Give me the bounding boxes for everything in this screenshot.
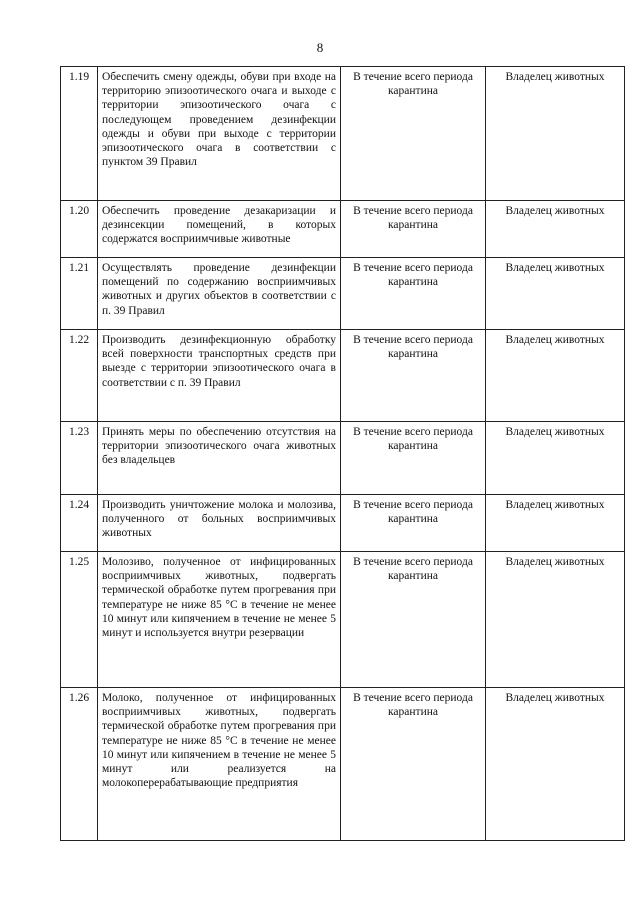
quarantine-measures-table bbox=[60, 66, 625, 841]
responsible-cell: Владелец животных bbox=[486, 258, 625, 330]
row-number: 1.22 bbox=[61, 330, 98, 422]
row-number: 1.20 bbox=[61, 201, 98, 258]
term-cell: В течение всего периода карантина bbox=[341, 67, 486, 201]
measure-text: Молоко, полученное от инфицированных восприимчивых животных, подвергать термической обработке путем прогревания при температуре не ниже 85 °С в течение не менее 10 минут или кипячением в течение не менее 5 минут или реализуется на молокоперерабатывающие предприятия bbox=[98, 688, 341, 841]
measure-text: Молозиво, полученное от инфицированных восприимчивых животных, подвергать термической обработке путем прогревания при температуре не ниже 85 °С в течение не менее 10 минут или кипячением в течение не менее 5 минут и используется внутри резервации bbox=[98, 552, 341, 688]
measure-text: Производить дезинфекционную обработку всей поверхности транспортных средств при выезде с территории эпизоотического очага в соответствии с п. 39 Правил bbox=[98, 330, 341, 422]
page-number: 8 bbox=[316, 40, 324, 55]
measure-text: Принять меры по обеспечению отсутствия на территории эпизоотического очага животных без владельцев bbox=[98, 422, 341, 495]
measure-text: Осуществлять проведение дезинфекции помещений по содержанию восприимчивых животных и других объектов в соответствии с п. 39 Правил bbox=[98, 258, 341, 330]
term-cell: В течение всего периода карантина bbox=[341, 552, 486, 688]
row-number: 1.23 bbox=[61, 422, 98, 495]
row-number: 1.24 bbox=[61, 495, 98, 552]
term-cell: В течение всего периода карантина bbox=[341, 258, 486, 330]
table-row bbox=[61, 258, 625, 330]
responsible-cell: Владелец животных bbox=[486, 422, 625, 495]
table-row bbox=[61, 330, 625, 422]
measure-text: Обеспечить проведение дезакаризации и дезинсекции помещений, в которых содержатся восприимчивые животные bbox=[98, 201, 341, 258]
responsible-cell: Владелец животных bbox=[486, 330, 625, 422]
responsible-cell: Владелец животных bbox=[486, 495, 625, 552]
term-cell: В течение всего периода карантина bbox=[341, 688, 486, 841]
table-row bbox=[61, 552, 625, 688]
row-number: 1.26 bbox=[61, 688, 98, 841]
row-number: 1.21 bbox=[61, 258, 98, 330]
table-row bbox=[61, 201, 625, 258]
table-row bbox=[61, 688, 625, 841]
row-number: 1.25 bbox=[61, 552, 98, 688]
measure-text: Обеспечить смену одежды, обуви при входе на территорию эпизоотического очага и выходе с территории эпизоотического очага с последующем проведением дезинфекции одежды и обуви при выходе с территории эпизоотического очага в соответствии с пунктом 39 Правил bbox=[98, 67, 341, 201]
table-row bbox=[61, 67, 625, 201]
responsible-cell: Владелец животных bbox=[486, 201, 625, 258]
term-cell: В течение всего периода карантина bbox=[341, 330, 486, 422]
responsible-cell: Владелец животных bbox=[486, 552, 625, 688]
table-row bbox=[61, 422, 625, 495]
responsible-cell: Владелец животных bbox=[486, 688, 625, 841]
term-cell: В течение всего периода карантина bbox=[341, 495, 486, 552]
table-row bbox=[61, 495, 625, 552]
term-cell: В течение всего периода карантина bbox=[341, 422, 486, 495]
term-cell: В течение всего периода карантина bbox=[341, 201, 486, 258]
row-number: 1.19 bbox=[61, 67, 98, 201]
responsible-cell: Владелец животных bbox=[486, 67, 625, 201]
measure-text: Производить уничтожение молока и молозива, полученного от больных восприимчивых животных bbox=[98, 495, 341, 552]
